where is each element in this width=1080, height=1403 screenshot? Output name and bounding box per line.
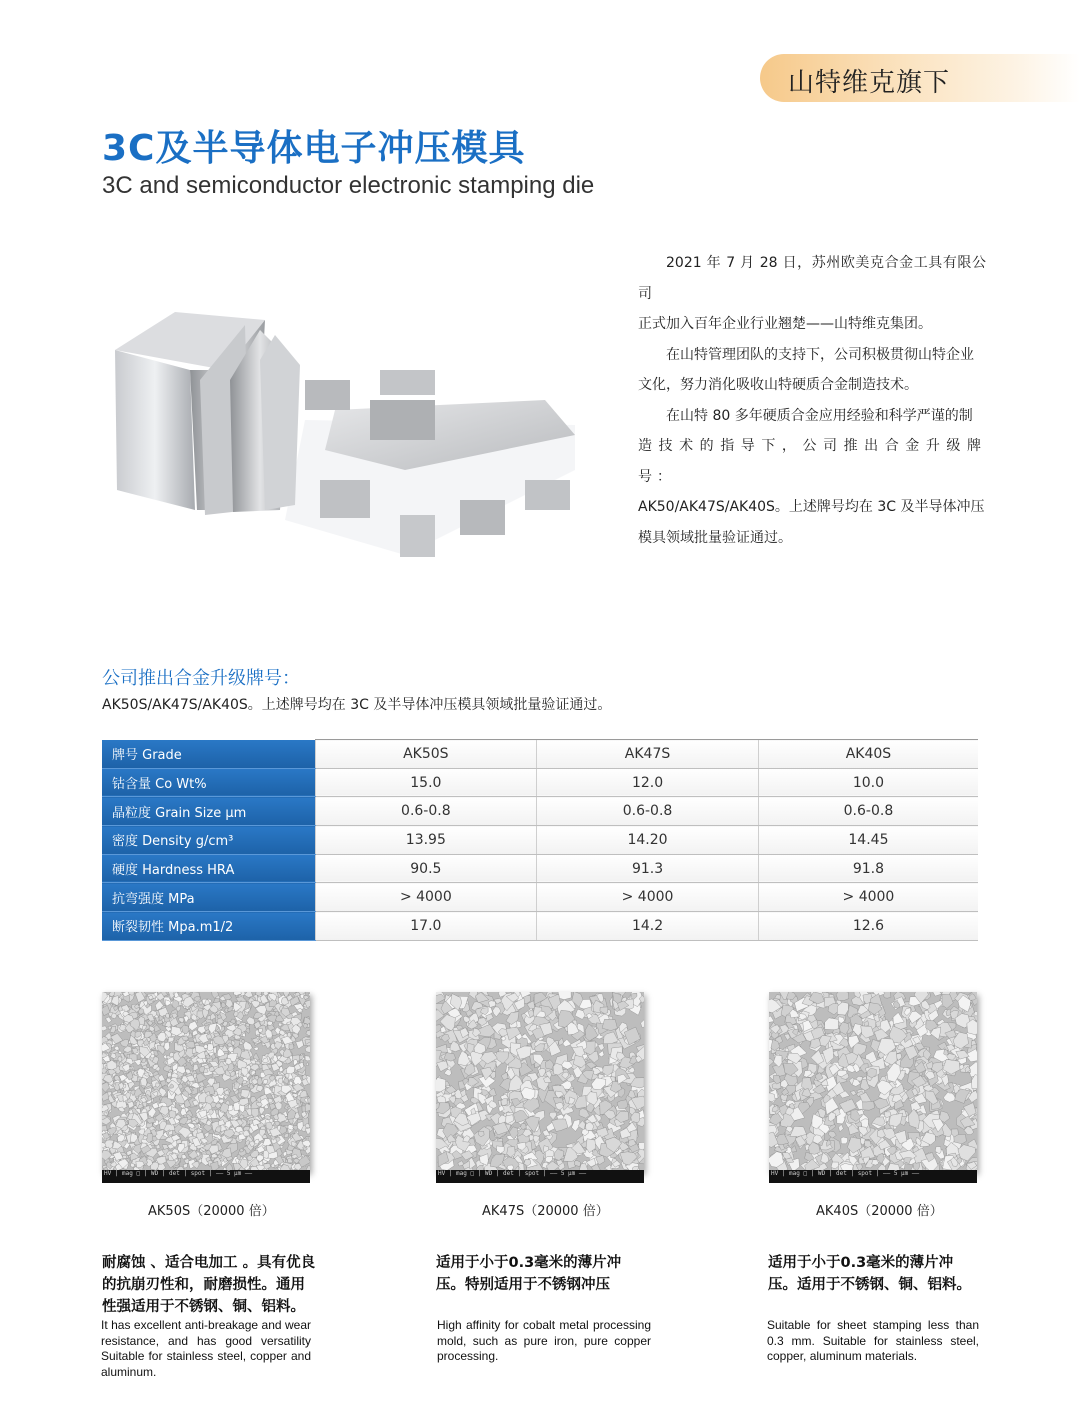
intro-line: 正式加入百年企业行业翘楚——山特维克集团。 — [638, 316, 932, 332]
cell-ak40s: 0.6-0.8 — [758, 797, 978, 826]
row-label: 晶粒度 Grain Size µm — [102, 797, 315, 826]
grades-heading: 公司推出合金升级牌号： — [102, 668, 300, 689]
cell-ak40s: 12.6 — [758, 912, 978, 941]
table-row — [102, 768, 978, 797]
sem-scalebar: HV | mag □ | WD | det | spot | —— 5 μm —— — [769, 1170, 977, 1183]
cell-ak47s: 12.0 — [537, 768, 759, 797]
micrograph-image — [769, 992, 977, 1172]
intro-line: 在山特管理团队的支持下，公司积极贯彻山特企业 — [666, 346, 974, 363]
grade-desc-en: High affinity for cobalt metal processing mold, such as pure iron, pure copper processing. — [437, 1318, 651, 1363]
intro-text — [638, 248, 986, 553]
intro-line: 模具领域批量验证通过。 — [638, 529, 792, 546]
cell-ak50s: 15.0 — [315, 768, 537, 797]
row-label: 抗弯强度 MPa — [102, 883, 315, 912]
page-title-cn: 3C及半导体电子冲压模具 — [102, 128, 526, 169]
micrograph-image — [102, 992, 310, 1172]
grade-desc-cn: 耐腐蚀 、适合电加工 。具有优良的抗崩刃性和，耐磨损性。通用性强适用于不锈钢、铜、铝料。 — [102, 1255, 316, 1315]
row-label: 密度 Density g/cm³ — [102, 826, 315, 855]
cell-ak47s: 91.3 — [537, 854, 759, 883]
intro-line: 造技术的指导下，公司推出合金升级牌号： — [638, 438, 986, 485]
row-label: 断裂韧性 Mpa.m1/2 — [102, 912, 315, 941]
micrograph-ak50s — [102, 992, 310, 1186]
row-label: 钴含量 Co Wt% — [102, 768, 315, 797]
cell-ak47s: 14.2 — [537, 912, 759, 941]
cell-ak40s: 91.8 — [758, 854, 978, 883]
table-row — [102, 912, 978, 941]
grade-desc-en: It has excellent anti-breakage and wear resistance, and has good versatility Suitable for stainless steel, copper and aluminum. — [101, 1318, 311, 1379]
table-row — [102, 883, 978, 912]
micrograph-caption: AK47S（20000 倍） — [482, 1204, 609, 1219]
intro-line: 2021 年 7 月 28 日，苏州欧美克合金工具有限公司 — [638, 255, 986, 302]
micrograph-image — [436, 992, 644, 1172]
cell-ak50s: 13.95 — [315, 826, 537, 855]
cell-ak50s: > 4000 — [315, 883, 537, 912]
table-row — [102, 740, 978, 769]
micrograph-ak40s — [769, 992, 977, 1186]
cell-ak40s: 10.0 — [758, 768, 978, 797]
cell-ak50s: 90.5 — [315, 854, 537, 883]
cell-ak47s: AK47S — [537, 740, 759, 769]
cell-ak50s: 0.6-0.8 — [315, 797, 537, 826]
grade-desc-cn: 适用于小于0.3毫米的薄片冲压。特别适用于不锈钢冲压 — [436, 1255, 622, 1293]
grade-desc-cn: 适用于小于0.3毫米的薄片冲压。适用于不锈钢、铜、铝料。 — [768, 1255, 971, 1293]
cell-ak47s: 0.6-0.8 — [537, 797, 759, 826]
cell-ak47s: > 4000 — [537, 883, 759, 912]
grades-text: AK50S/AK47S/AK40S。上述牌号均在 3C 及半导体冲压模具领域批量验证通过。 — [102, 697, 612, 713]
cell-ak40s: AK40S — [758, 740, 978, 769]
intro-line: AK50/AK47S/AK40S。上述牌号均在 3C 及半导体冲压 — [638, 499, 985, 515]
cell-ak40s: > 4000 — [758, 883, 978, 912]
micrograph-caption: AK50S（20000 倍） — [148, 1204, 275, 1219]
table-row — [102, 797, 978, 826]
badge-text: 山特维克旗下 — [788, 68, 951, 98]
intro-line: 在山特 80 多年硬质合金应用经验和科学严谨的制 — [666, 407, 973, 424]
cell-ak40s: 14.45 — [758, 826, 978, 855]
micrograph-ak47s — [436, 992, 644, 1186]
cell-ak47s: 14.20 — [537, 826, 759, 855]
sem-scalebar: HV | mag □ | WD | det | spot | —— 5 μm —— — [436, 1170, 644, 1183]
cell-ak50s: 17.0 — [315, 912, 537, 941]
micrograph-caption: AK40S（20000 倍） — [816, 1204, 943, 1219]
product-image — [105, 300, 585, 580]
sem-scalebar: HV | mag □ | WD | det | spot | —— 5 μm —— — [102, 1170, 310, 1183]
row-label: 牌号 Grade — [102, 740, 315, 769]
cell-ak50s: AK50S — [315, 740, 537, 769]
table-row — [102, 826, 978, 855]
intro-line: 文化，努力消化吸收山特硬质合金制造技术。 — [638, 377, 918, 393]
spec-table — [102, 739, 978, 941]
row-label: 硬度 Hardness HRA — [102, 854, 315, 883]
page-title-en: 3C and semiconductor electronic stamping die — [102, 172, 595, 199]
grade-desc-en: Suitable for sheet stamping less than 0.3 mm. Suitable for stainless steel, copper, aluminum materials. — [767, 1318, 979, 1363]
table-row — [102, 854, 978, 883]
brand-badge — [760, 54, 1080, 102]
